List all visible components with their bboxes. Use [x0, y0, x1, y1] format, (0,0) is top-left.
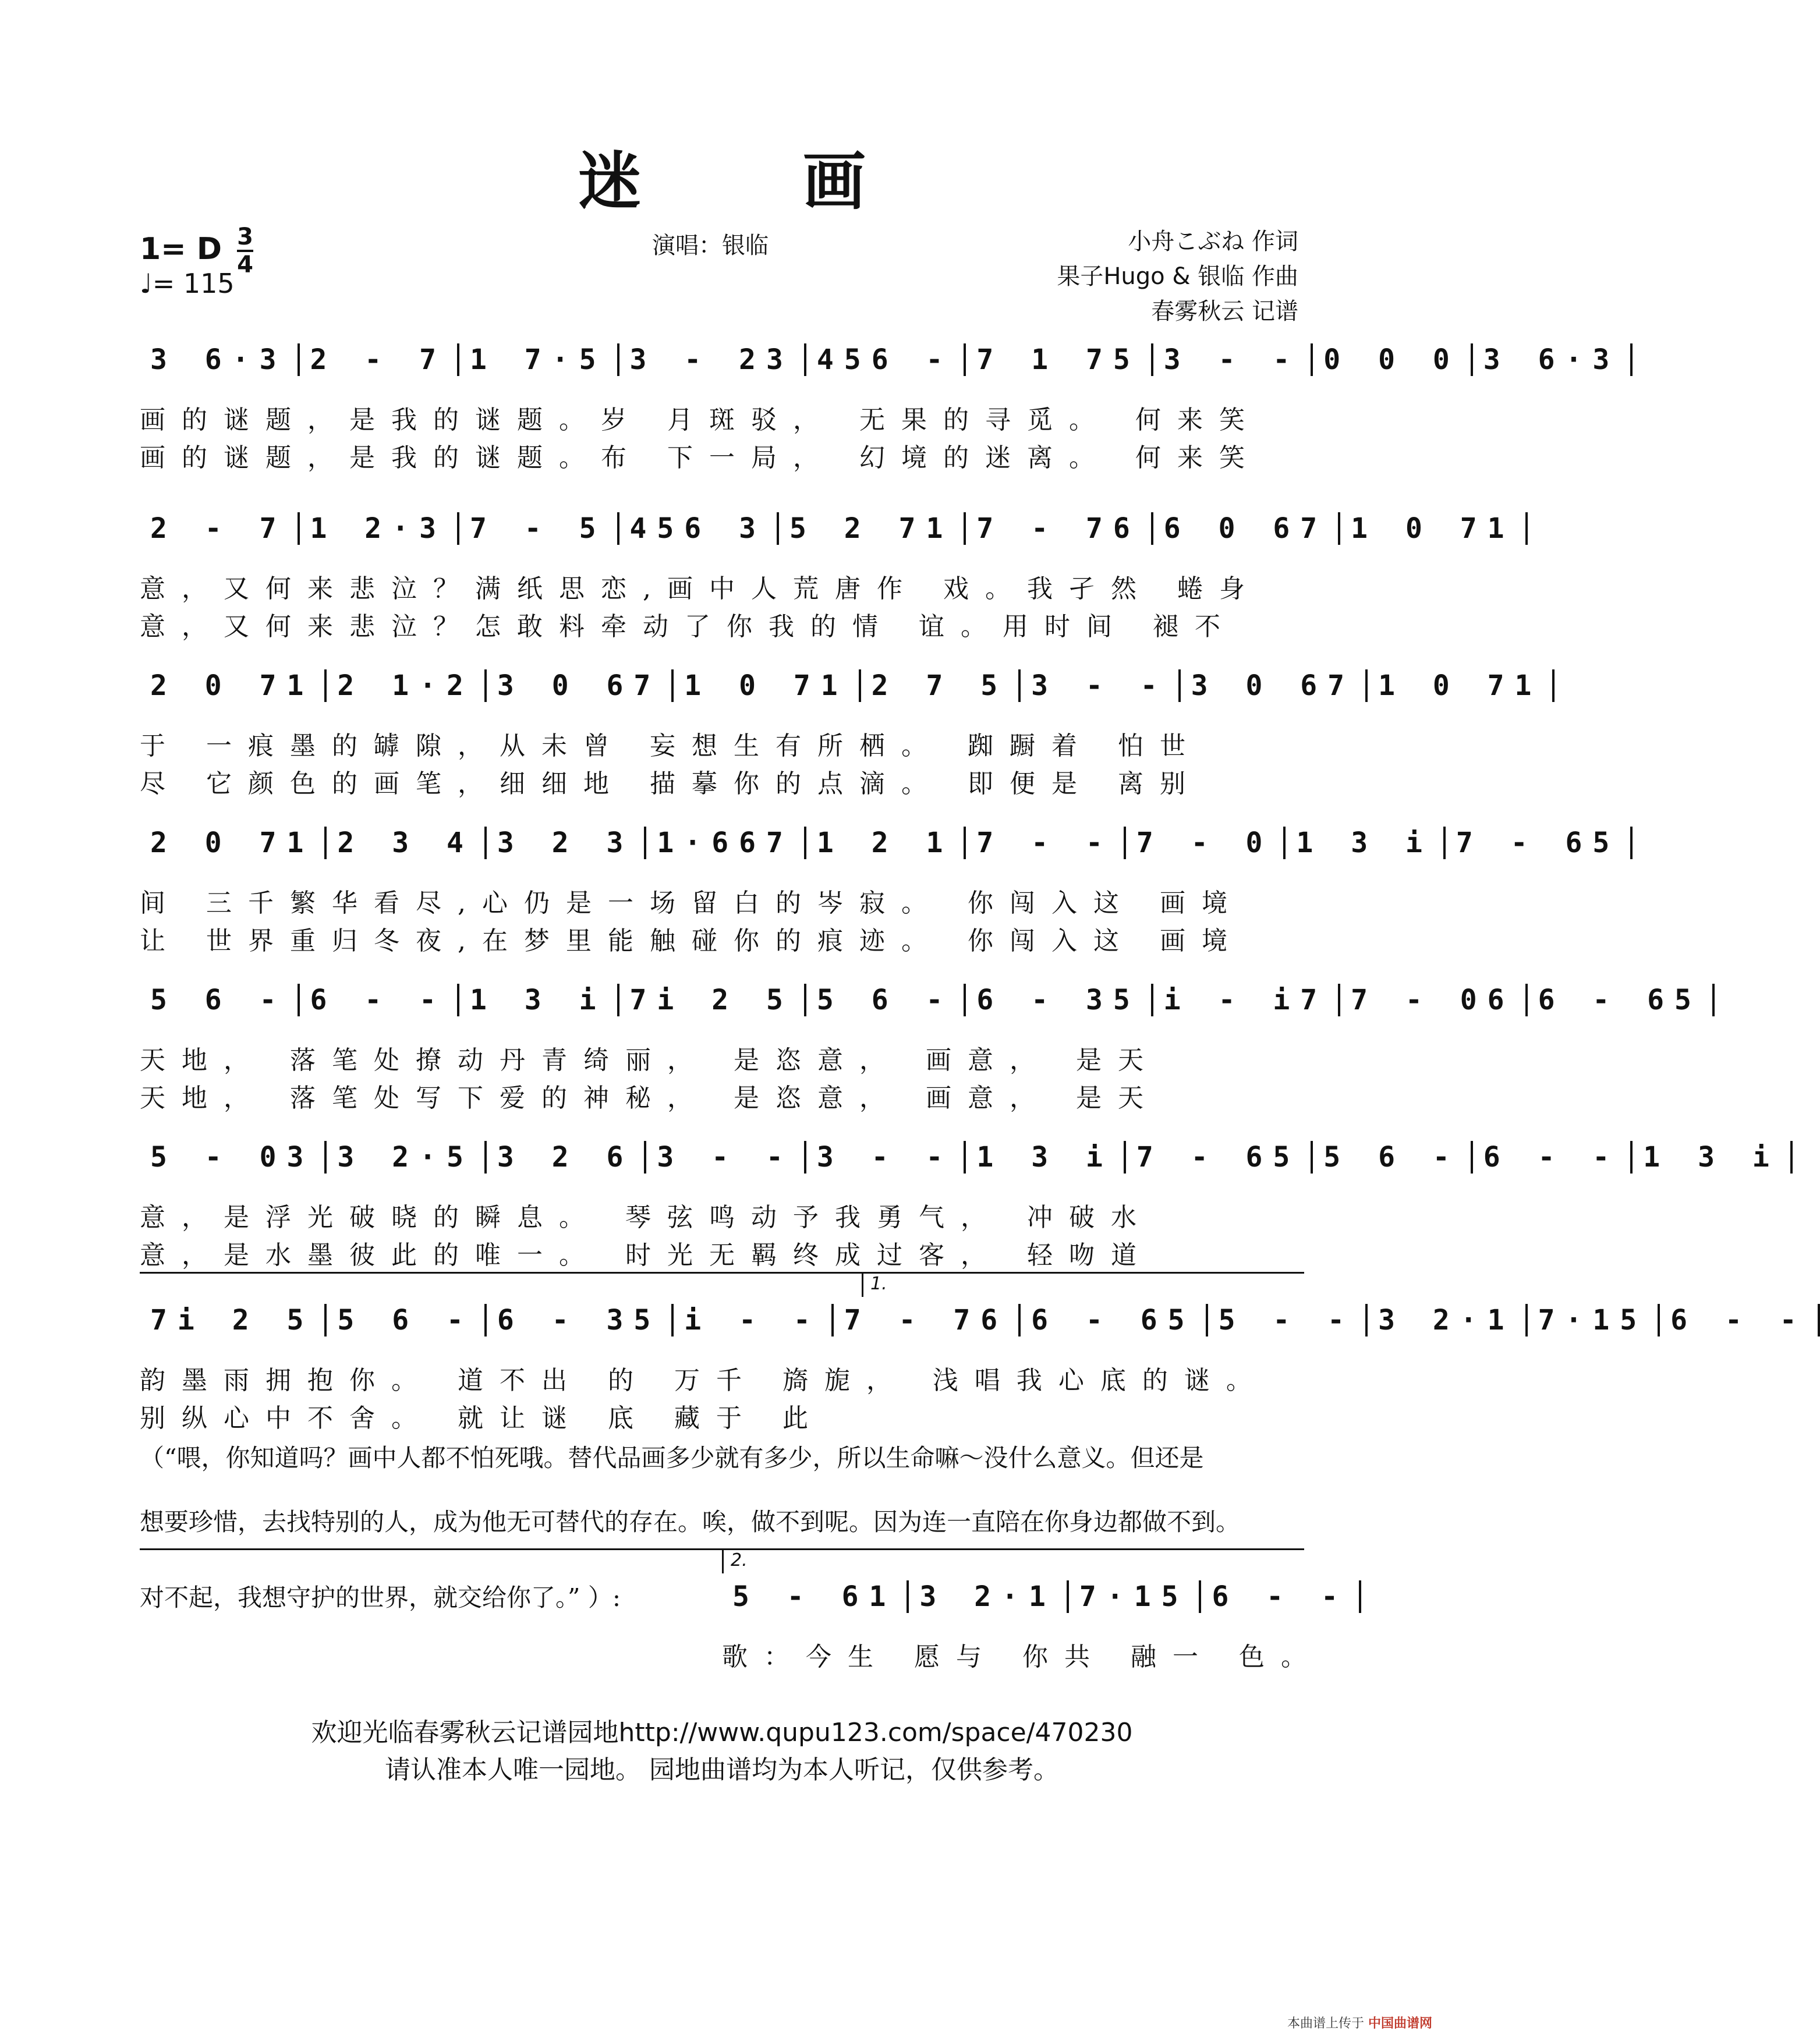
- measure: 6 - 65: [1021, 1304, 1208, 1336]
- measure: 7 - 0: [1126, 827, 1286, 859]
- measure: 3 - -: [806, 1141, 966, 1174]
- measure: 6 0 67: [1153, 512, 1340, 545]
- measure: 1 3 i: [1286, 827, 1446, 859]
- score-system: [140, 1141, 1780, 1275]
- measure: i - -: [674, 1304, 834, 1336]
- measure: 6 - 65: [1528, 984, 1715, 1016]
- notes-line: [140, 1141, 1780, 1182]
- measure: 3 0 67: [487, 669, 674, 702]
- measure: 2 0 71: [140, 669, 327, 702]
- dialog-line-1: （“喂，你知道吗？画中人都不怕死哦。替代品画多少就有多少，所以生命嘛～没什么意义。但还是: [140, 1444, 1204, 1472]
- measure: 5 2 71: [779, 512, 966, 545]
- measure: 2 - 7: [300, 343, 460, 376]
- dialog-line-3: 对不起，我想守护的世界，就交给你了。” ）:: [140, 1583, 621, 1612]
- measure: 7 - 76: [966, 512, 1153, 545]
- measure: 6 - -: [1201, 1580, 1361, 1613]
- measure: 6 - 35: [966, 984, 1153, 1016]
- time-signature: [237, 224, 253, 278]
- notes-line: [140, 827, 1620, 867]
- lyric-verse-1: 画的谜题，是我的谜题。岁 月斑驳， 无果的寻觅。 何来笑: [140, 405, 1261, 435]
- volta-1: 1.: [862, 1272, 1301, 1297]
- notes-line: [140, 1304, 1807, 1345]
- measure: 3 - -: [646, 1141, 806, 1174]
- measure: 2 - 7: [140, 512, 300, 545]
- score-system: [140, 343, 1620, 477]
- tempo-marking: ♩= 115: [140, 268, 235, 299]
- measure: 7 - 65: [1126, 1141, 1313, 1174]
- measure: 3 2·1: [909, 1580, 1069, 1613]
- measure: 3 2·1: [1368, 1304, 1528, 1336]
- measure: 3 - 23: [619, 343, 806, 376]
- measure: 5 6 -: [140, 984, 300, 1016]
- measure: 1 3 i: [459, 984, 619, 1016]
- measure: 456 -: [806, 343, 966, 376]
- measure: 6 - -: [1473, 1141, 1633, 1174]
- volta-rule-1: [140, 1272, 1304, 1274]
- lyric-verse-1: 意，又何来悲泣？满纸思恋,画中人荒唐作 戏。我孑然 蜷身: [140, 574, 1261, 604]
- measure: 6 - -: [1660, 1304, 1820, 1336]
- score-system: [140, 669, 1542, 803]
- lyric-verse-2: 尽 它颜色的画笔，细细地 描摹你的点滴。 即便是 离别: [140, 769, 1202, 799]
- measure: 2 0 71: [140, 827, 327, 859]
- measure: 7 - 76: [834, 1304, 1021, 1336]
- watermark-prefix: 本曲谱上传于: [1287, 2016, 1364, 2031]
- measure: 5 6 -: [327, 1304, 487, 1336]
- measure: 1 0 71: [1368, 669, 1555, 702]
- footer-line-1: 欢迎光临春雾秋云记谱园地http://www.qupu123.com/space/470230: [311, 1718, 1133, 1747]
- transcriber-credit: 春雾秋云 记谱: [1151, 298, 1298, 325]
- volta-2: 2.: [722, 1548, 1290, 1573]
- measure: 3 2·5: [327, 1141, 487, 1174]
- measure: 7 - 5: [459, 512, 619, 545]
- ending-notes: [722, 1580, 1348, 1621]
- lyric-verse-1: 间 三千繁华看尽,心仍是一场留白的岑寂。 你闯入这 画境: [140, 888, 1244, 918]
- footer-line-2: 请认准本人唯一园地。 园地曲谱均为本人听记，仅供参考。: [385, 1755, 1059, 1785]
- measure: 7 - -: [966, 827, 1126, 859]
- lyricist-credit: 小舟こぶね 作词: [1128, 228, 1298, 255]
- measure: 1 0 71: [1340, 512, 1527, 545]
- measure: 7·15: [1528, 1304, 1660, 1336]
- notes-line: [140, 984, 1702, 1024]
- measure: 3 0 67: [1181, 669, 1368, 702]
- measure: 1 0 71: [674, 669, 861, 702]
- measure: 3 6·3: [1473, 343, 1633, 376]
- lyric-verse-2: 天地， 落笔处写下爱的神秘， 是恣意， 画意， 是天: [140, 1083, 1160, 1113]
- lyric-verse-2: 让 世界重归冬夜,在梦里能触碰你的痕迹。 你闯入这 画境: [140, 926, 1244, 956]
- score-system: [140, 1274, 1807, 1438]
- lyric-verse-2: 意，又何来悲泣？怎敢料牵动了你我的情 谊。用时间 褪不: [140, 612, 1237, 641]
- lyric-verse-2: 别纵心中不舍。 就让谜 底 藏于 此: [140, 1403, 824, 1433]
- measure: 1 7·5: [459, 343, 619, 376]
- measure: 3 - -: [1153, 343, 1313, 376]
- lyric-verse-1: 韵墨雨拥抱你。 道不出 的 万千 旖旎， 浅唱我心底的谜。: [140, 1366, 1268, 1395]
- score-system: [140, 827, 1620, 960]
- measure: 7·15: [1069, 1580, 1202, 1613]
- measure: 5 - 03: [140, 1141, 327, 1174]
- lyric-verse-2: 意，是水墨彼此的唯一。 时光无羁终成过客， 轻吻道: [140, 1240, 1153, 1270]
- notes-line: [140, 512, 1515, 553]
- lyric-verse-1: 于 一痕墨的罅隙，从未曾 妄想生有所栖。 踟蹰着 怕世: [140, 731, 1202, 761]
- measure: 6 - 35: [487, 1304, 674, 1336]
- watermark-brand: 中国曲谱网: [1368, 2016, 1432, 2031]
- measure: 7 - 06: [1340, 984, 1527, 1016]
- key-label: 1= D: [140, 232, 222, 267]
- lyric-verse-1: 天地， 落笔处撩动丹青绮丽， 是恣意， 画意， 是天: [140, 1045, 1160, 1075]
- measure: 2 3 4: [327, 827, 487, 859]
- measure: 3 2 3: [487, 827, 647, 859]
- measure: 2 1·2: [327, 669, 487, 702]
- lyric-verse-2: 画的谜题，是我的谜题。布 下一局， 幻境的迷离。 何来笑: [140, 443, 1261, 473]
- credits-block: [1057, 224, 1298, 329]
- measure: 3 2 6: [487, 1141, 647, 1174]
- dialog-line-2: 想要珍惜，去找特别的人，成为他无可替代的存在。唉，做不到呢。因为连一直陪在你身边都做不到。: [140, 1508, 1241, 1536]
- measure: 7 - 65: [1446, 827, 1633, 859]
- meter-numerator: 3: [237, 224, 253, 252]
- measure: 6 - -: [300, 984, 460, 1016]
- singer-credit: 演唱：银临: [652, 232, 769, 259]
- measure: 5 6 -: [806, 984, 966, 1016]
- measure: 7i 2 5: [140, 1304, 327, 1336]
- measure: 1 2 1: [806, 827, 966, 859]
- score-system: [140, 512, 1515, 646]
- measure: 1 2·3: [300, 512, 460, 545]
- measure: 1 3 i: [1633, 1141, 1793, 1174]
- measure: 3 - -: [1021, 669, 1181, 702]
- measure: 0 0 0: [1313, 343, 1473, 376]
- measure: 1·667: [646, 827, 806, 859]
- footer: [0, 1714, 1444, 1789]
- meter-denominator: 4: [237, 251, 253, 278]
- measure: 1 3 i: [966, 1141, 1126, 1174]
- measure: 2 7 5: [861, 669, 1021, 702]
- notes-line: [140, 669, 1542, 710]
- measure: 5 - -: [1208, 1304, 1368, 1336]
- measure: 7i 2 5: [619, 984, 806, 1016]
- measure: 3 6·3: [140, 343, 300, 376]
- measure: 5 6 -: [1313, 1141, 1473, 1174]
- watermark: [1287, 2013, 1432, 2032]
- measure: i - i7: [1153, 984, 1340, 1016]
- song-title: 迷 画: [578, 145, 936, 218]
- notes-line: [140, 343, 1620, 384]
- composer-credit: 果子Hugo & 银临 作曲: [1057, 263, 1298, 290]
- score-system: [140, 984, 1702, 1118]
- lyric-verse-1: 意，是浮光破晓的瞬息。 琴弦鸣动予我勇气， 冲破水: [140, 1203, 1153, 1232]
- measure: 5 - 61: [722, 1580, 909, 1613]
- ending-lyric: 歌：今生 愿与 你共 融一 色。: [722, 1642, 1323, 1672]
- measure: 7 1 75: [966, 343, 1153, 376]
- measure: 456 3: [619, 512, 780, 545]
